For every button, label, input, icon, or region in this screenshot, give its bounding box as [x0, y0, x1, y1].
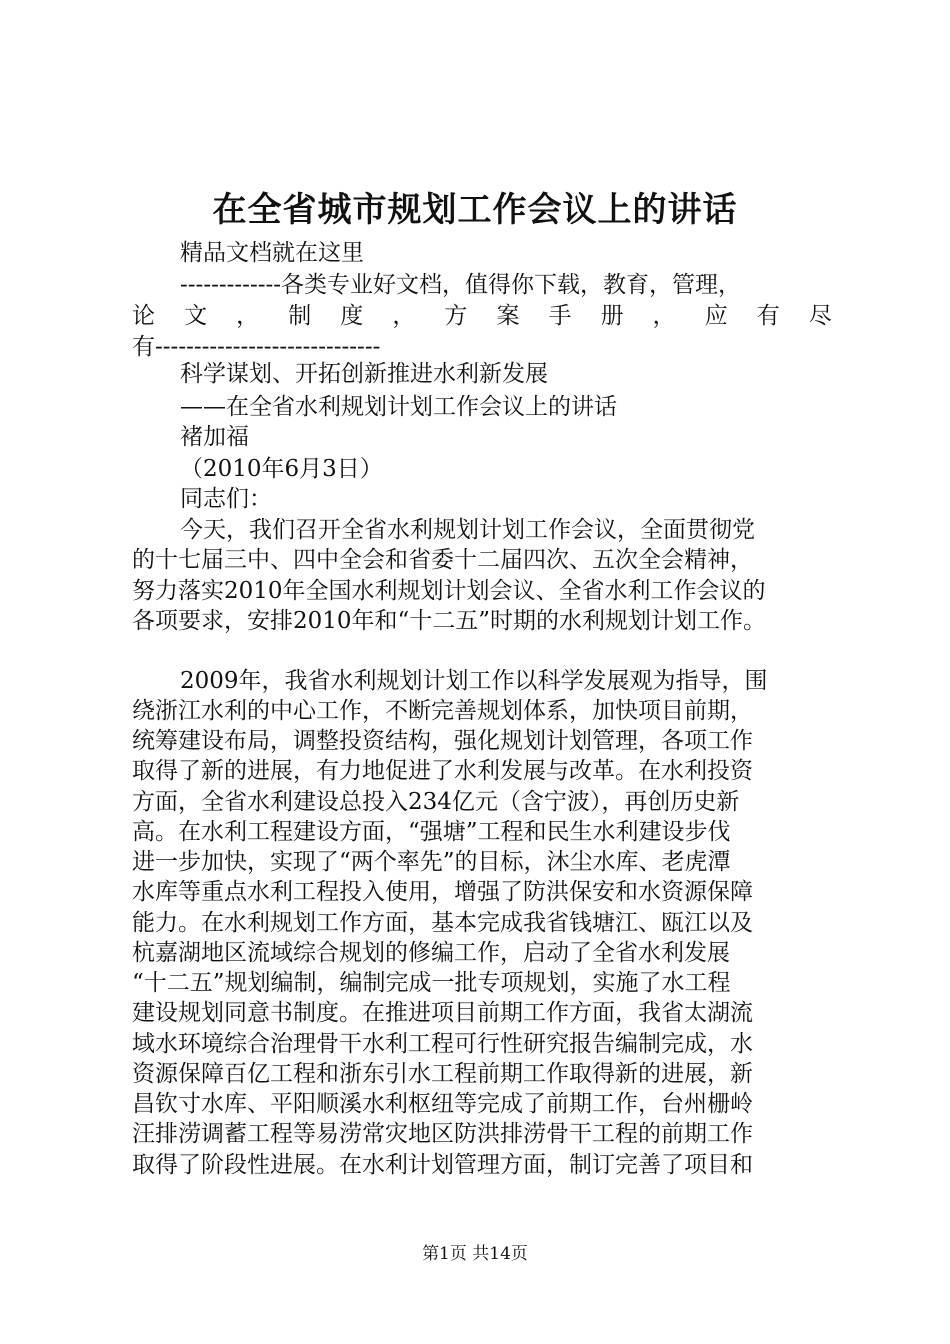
speech-date: （2010年6月3日） — [180, 456, 383, 482]
spread-char: 制 — [288, 303, 312, 329]
paragraph-2-line: 绕浙江水利的中心工作，不断完善规划体系，加快项目前期， — [132, 698, 753, 724]
paragraph-2-line: 进一步加快，实现了“两个率先”的目标，沐尘水库、老虎潭 — [132, 849, 731, 875]
spread-char: 案 — [496, 303, 520, 329]
paragraph-1-line: 各项要求，安排2010年和“十二五”时期的水利规划计划工作。 — [132, 608, 767, 634]
paragraph-2-line: 杭嘉湖地区流域综合规划的修编工作，启动了全省水利发展 — [132, 940, 730, 966]
speaker-name: 褚加福 — [180, 424, 249, 450]
paragraph-1-line: 今天，我们召开全省水利规划计划工作会议，全面贯彻党 — [180, 517, 755, 543]
paragraph-1-line: 努力落实2010年全国水利规划计划会议、全省水利工作会议的 — [132, 578, 766, 604]
paragraph-2-line: 昌钦寸水库、平阳顺溪水利枢纽等完成了前期工作，台州栅岭 — [132, 1091, 753, 1117]
paragraph-2-line: 能力。在水利规划工作方面，基本完成我省钱塘江、瓯江以及 — [132, 910, 753, 936]
paragraph-2-line: 统筹建设布局，调整投资结构，强化规划计划管理，各项工作 — [132, 728, 753, 754]
promo-line: 精品文档就在这里 — [180, 240, 364, 266]
spread-char: 方 — [444, 303, 468, 329]
spread-char: 手 — [548, 303, 572, 329]
document-title: 在全省城市规划工作会议上的讲话 — [212, 190, 738, 230]
spread-char: 度 — [340, 303, 364, 329]
spread-char: 文 — [184, 303, 208, 329]
paragraph-2-line: 域水环境综合治理骨干水利工程可行性研究报告编制完成，水 — [132, 1031, 753, 1057]
paragraph-1-line: 的十七届三中、四中全会和省委十二届四次、五次全会精神， — [132, 547, 753, 573]
salutation: 同志们： — [180, 486, 272, 512]
promo-dash-line: -------------各类专业好文档，值得你下载，教育，管理， — [180, 272, 742, 298]
paragraph-2-line: 方面，全省水利建设总投入234亿元（含宁波），再创历史新 — [132, 789, 740, 815]
paragraph-2-line: 建设规划同意书制度。在推进项目前期工作方面，我省太湖流 — [132, 1000, 753, 1026]
paragraph-2-line: “十二五”规划编制，编制完成一批专项规划，实施了水工程 — [132, 970, 731, 996]
spread-char: 论 — [132, 303, 155, 329]
paragraph-2-line: 资源保障百亿工程和浙东引水工程前期工作取得新的进展，新 — [132, 1061, 753, 1087]
spread-char: ， — [392, 303, 416, 329]
promo-spread-line — [132, 299, 852, 333]
spread-char: 尽 — [808, 303, 832, 329]
spread-char: 册 — [600, 303, 624, 329]
paragraph-2-line: 取得了新的进展，有力地促进了水利发展与改革。在水利投资 — [132, 758, 753, 784]
paragraph-2-line: 取得了阶段性进展。在水利计划管理方面，制订完善了项目和 — [132, 1152, 753, 1178]
spread-char: ， — [652, 303, 676, 329]
spread-char: 应 — [704, 303, 728, 329]
speech-subtitle: ——在全省水利规划计划工作会议上的讲话 — [180, 394, 617, 420]
speech-title: 科学谋划、开拓创新推进水利新发展 — [180, 361, 548, 387]
page-footer: 第1页 共14页 — [422, 1244, 528, 1264]
promo-end-line: 有----------------------------- — [132, 334, 381, 360]
paragraph-2-line: 汪排涝调蓄工程等易涝常灾地区防洪排涝骨干工程的前期工作 — [132, 1121, 753, 1147]
paragraph-2-line: 水库等重点水利工程投入使用，增强了防洪保安和水资源保障 — [132, 879, 753, 905]
paragraph-2-line: 2009年，我省水利规划计划工作以科学发展观为指导，围 — [180, 668, 768, 694]
paragraph-2-line: 高。在水利工程建设方面，“强塘”工程和民生水利建设步伐 — [132, 819, 731, 845]
spread-char: ， — [236, 303, 260, 329]
spread-char: 有 — [756, 303, 780, 329]
